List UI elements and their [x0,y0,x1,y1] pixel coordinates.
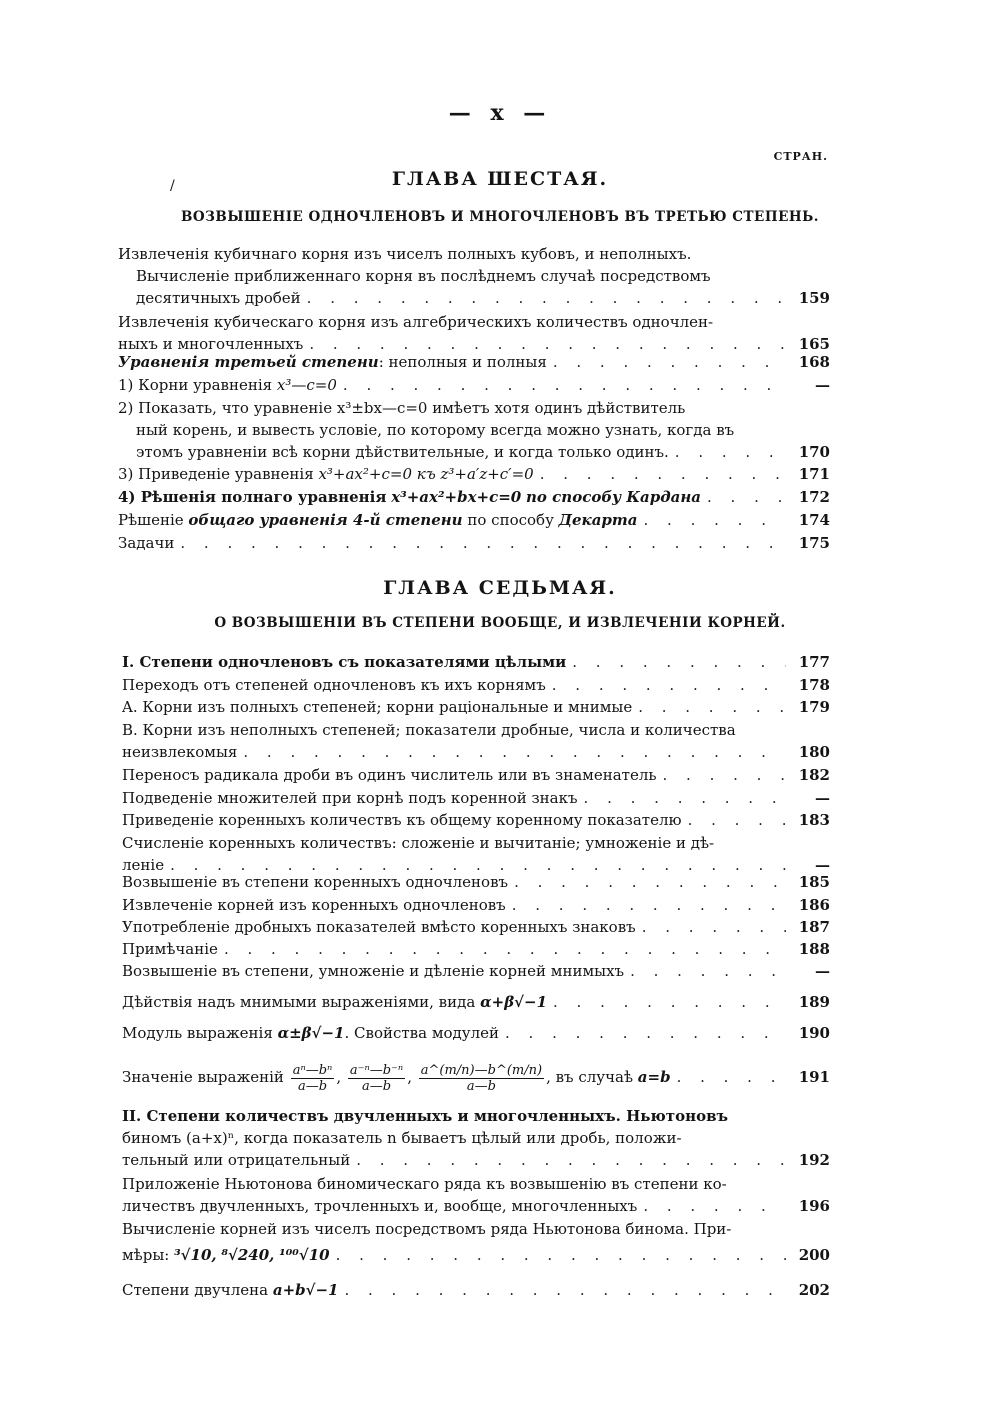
page-ref: 189 [798,993,830,1011]
entry-line: II. Степени количествъ двучленныхъ и многочленныхъ. Ньютоновъ [122,1107,729,1125]
math-expression: a=b [637,1068,671,1086]
dot-leader [330,1240,786,1270]
toc-entry [122,1105,830,1171]
toc-entry [122,1173,830,1217]
page-ref: 183 [798,811,830,829]
math-expression: x³+ax²+c=0 къ z³+a′z+c′=0 [318,465,534,483]
toc-entry [118,243,830,309]
math-expression: ³√10, [174,1246,217,1264]
page-ref: 170 [798,443,830,461]
entry-text: Употребленіе дробныхъ показателей вмѣсто коренныхъ знаковъ [122,918,636,936]
entry-line: B. Корни изъ неполныхъ степеней; показатели дробные, числа и количества [122,721,736,739]
dot-leader [638,509,786,531]
toc-entry [122,960,830,982]
math-expression: x³—c=0 [276,376,337,394]
dot-leader [547,351,786,373]
dot-leader [174,532,786,554]
dot-leader [624,960,786,982]
dot-leader [671,1055,786,1099]
entry-line: ныхъ и многочленныхъ [118,335,304,353]
math-expression: α±β√−1 [277,1024,345,1042]
dot-leader [566,651,786,673]
entry-line: Приложеніе Ньютонова биномическаго ряда къ возвышенію въ степени ко- [122,1175,727,1193]
page-ref: 182 [798,766,830,784]
entry-text: по способу [467,511,554,529]
dot-leader [237,741,786,763]
entry-text: Переходъ отъ степеней одночленовъ къ ихъ корнямъ [122,676,546,694]
toc-entry [118,374,830,396]
entry-text: Переносъ радикала дроби въ одинъ числитель или въ знаменатель [122,766,657,784]
toc-entry [118,397,830,463]
entry-text: Значеніе выраженій [122,1068,284,1086]
chapter-subtitle: О ВОЗВЫШЕНІИ ВЪ СТЕПЕНИ ВООБЩЕ, И ИЗВЛЕЧЕНІИ КОРНЕЙ. [214,615,786,631]
stray-mark: / [170,178,175,194]
toc-entry [118,463,830,485]
dot-leader [669,441,786,463]
entry-text: 3) Приведеніе уравненія [118,465,314,483]
toc-entry [122,674,830,696]
entry-line: тельный или отрицательный [122,1151,351,1169]
dot-leader [636,916,786,938]
entry-line: леніе [122,856,165,874]
entry-line: Счисленіе коренныхъ количествъ: сложеніе и вычитаніе; умноженіе и дѣ- [122,834,715,852]
dot-leader [632,696,786,718]
page-ref: 175 [798,534,830,552]
entry-text: Извлеченіе корней изъ коренныхъ одночленовъ [122,896,506,914]
math-expression: a+b√−1 [272,1281,339,1299]
toc-entry: Значеніе выраженій $\frac{\text{aⁿ—bⁿ}}{a—b}$ , $\frac{\text{a⁻ⁿ—b⁻ⁿ}}{a—b}$ , $\frac{a\^{}(m/n)—b\^{}(m/n)}{a—b}$ , въ случаѣ a=b . . . 191 [122,1055,830,1099]
entry-text: , въ случаѣ [546,1068,634,1086]
dot-leader [546,674,786,696]
page-ref: 196 [798,1197,830,1215]
entry-text: Дѣйствія надъ мнимыми выраженіями, вида [122,993,476,1011]
toc-entry [122,871,830,893]
page-ref: 178 [798,676,830,694]
math-expression: x³+ax²+bx+c=0 [391,488,522,506]
dot-leader [301,287,786,309]
page-number: — x — [448,100,552,126]
page-ref: — [815,789,830,807]
entry-line: Извлеченія кубическаго корня изъ алгебрическихъ количествъ одночлен- [118,313,714,331]
toc-entry [118,311,830,355]
entry-text: 1) Корни уравненія [118,376,273,394]
toc-entry [122,651,830,673]
entry-line: этомъ уравненіи всѣ корни дѣйствительные, и когда только одинъ. [136,443,669,461]
chapter-title: ГЛАВА ШЕСТАЯ. [391,168,609,190]
toc-entry [118,351,830,373]
page-ref: 168 [798,353,830,371]
dot-leader [637,1195,786,1217]
toc-entry [122,787,830,809]
entry-line: биномъ (a+x)ⁿ, когда показатель n бываетъ цѣлый или дробь, положи- [122,1129,682,1147]
page-ref: — [815,962,830,980]
fraction: $\frac{a\^{}(m/n)—b\^{}(m/n)}{a—b}$ [420,1062,543,1094]
toc-entry [122,832,830,876]
math-expression: ⁸√240, [221,1246,275,1264]
math-expression: α+β√−1 [480,993,548,1011]
entry-line: Извлеченія кубичнаго корня изъ чиселъ полныхъ кубовъ, и неполныхъ. [118,245,692,263]
entry-text: Задачи [118,534,175,552]
toc-entry [122,696,830,718]
page-column-label: СТРАН. [773,150,828,163]
toc-entry [118,509,830,531]
dot-leader [701,486,786,508]
entry-line: десятичныхъ дробей [136,289,301,307]
page-ref: 159 [798,289,830,307]
entry-text: Степени двучлена [122,1281,269,1299]
entry-text: Возвышеніе въ степени, умноженіе и дѣленіе корней мнимыхъ [122,962,625,980]
entry-italic: общаго уравненія 4-й степени [188,511,463,529]
entry-text: Примѣчаніе [122,940,218,958]
dot-leader [578,787,786,809]
entry-line: Вычисленіе приближеннаго корня въ послѣднемъ случаѣ посредствомъ [136,267,711,285]
toc-entry [118,486,830,508]
entry-italic: Декарта [558,511,638,529]
toc-entry [122,719,830,763]
entry-text: A. Корни изъ полныхъ степеней; корни раціональные и мнимые [122,698,633,716]
entry-text: Приведеніе коренныхъ количествъ къ общему коренному показателю [122,811,682,829]
entry-text: Подведеніе множителей при корнѣ подъ коренной знакъ [122,789,578,807]
toc-entry [122,1018,830,1048]
page-ref: 202 [798,1281,830,1299]
chapter-title: ГЛАВА СЕДЬМАЯ. [383,577,617,599]
page-ref: 187 [798,918,830,936]
math-expression: ¹⁰⁰√10 [279,1246,330,1264]
dot-leader [350,1149,786,1171]
toc-entry [122,916,830,938]
page-ref: 192 [798,1151,830,1169]
page-ref: 190 [798,1024,830,1042]
entry-text: Возвышеніе въ степени коренныхъ одночленовъ [122,873,509,891]
toc-entry [122,1218,830,1270]
page-ref: 185 [798,873,830,891]
page-ref: — [815,376,830,394]
toc-entry [122,894,830,916]
dot-leader [508,871,786,893]
entry-text: : неполныя и полныя [378,353,547,371]
entry-italic: Уравненія третьей степени [118,353,379,371]
entry-text: 4) Рѣшенія полнаго уравненія [118,488,387,506]
page-ref: 174 [798,511,830,529]
entry-text: I. Степени одночленовъ съ показателями цѣлыми [122,653,567,671]
page-ref: 177 [798,653,830,671]
fraction: $\frac{\text{a⁻ⁿ—b⁻ⁿ}}{a—b}$ [349,1062,404,1094]
toc-entry [118,532,830,554]
entry-line: неизвлекомыя [122,743,238,761]
page-ref: — [815,856,830,874]
toc-entry [122,809,830,831]
entry-line: мѣры: [122,1246,170,1264]
dot-leader [682,809,786,831]
page-ref: 179 [798,698,830,716]
page-ref: 186 [798,896,830,914]
dot-leader [547,987,786,1017]
entry-text: Модуль выраженія [122,1024,273,1042]
dot-leader [218,938,786,960]
entry-line: 2) Показать, что уравненіе x³±bx—c=0 имѣетъ хотя одинъ дѣйствитель [118,399,686,417]
entry-line: ный корень, и вывесть условіе, по которому всегда можно узнать, когда въ [136,421,735,439]
page-ref: 172 [798,488,830,506]
toc-entry [122,1275,830,1305]
page-ref: 191 [798,1068,830,1086]
toc-entry [122,764,830,786]
toc-entry [122,987,830,1017]
dot-leader [338,1275,786,1305]
entry-text: Рѣшеніе [118,511,184,529]
fraction: $\frac{\text{aⁿ—bⁿ}}{a—b}$ [292,1062,333,1094]
dot-leader [499,1018,786,1048]
page-ref: 165 [798,335,830,353]
dot-leader [657,764,786,786]
entry-text: . Свойства модулей [344,1024,500,1042]
entry-italic: по способу Кардана [526,488,702,506]
page-ref: 188 [798,940,830,958]
entry-line: Вычисленіе корней изъ чиселъ посредствомъ ряда Ньютонова бинома. При- [122,1220,732,1238]
dot-leader [506,894,786,916]
entry-line: личествъ двучленныхъ, трочленныхъ и, вообще, многочленныхъ [122,1197,638,1215]
dot-leader [534,463,786,485]
page-ref: 171 [798,465,830,483]
dot-leader [337,374,786,396]
chapter-subtitle: ВОЗВЫШЕНІЕ ОДНОЧЛЕНОВЪ И МНОГОЧЛЕНОВЪ ВЪ ТРЕТЬЮ СТЕПЕНЬ. [181,209,819,225]
page-ref: 200 [798,1246,830,1264]
toc-entry [122,938,830,960]
page-ref: 180 [798,743,830,761]
